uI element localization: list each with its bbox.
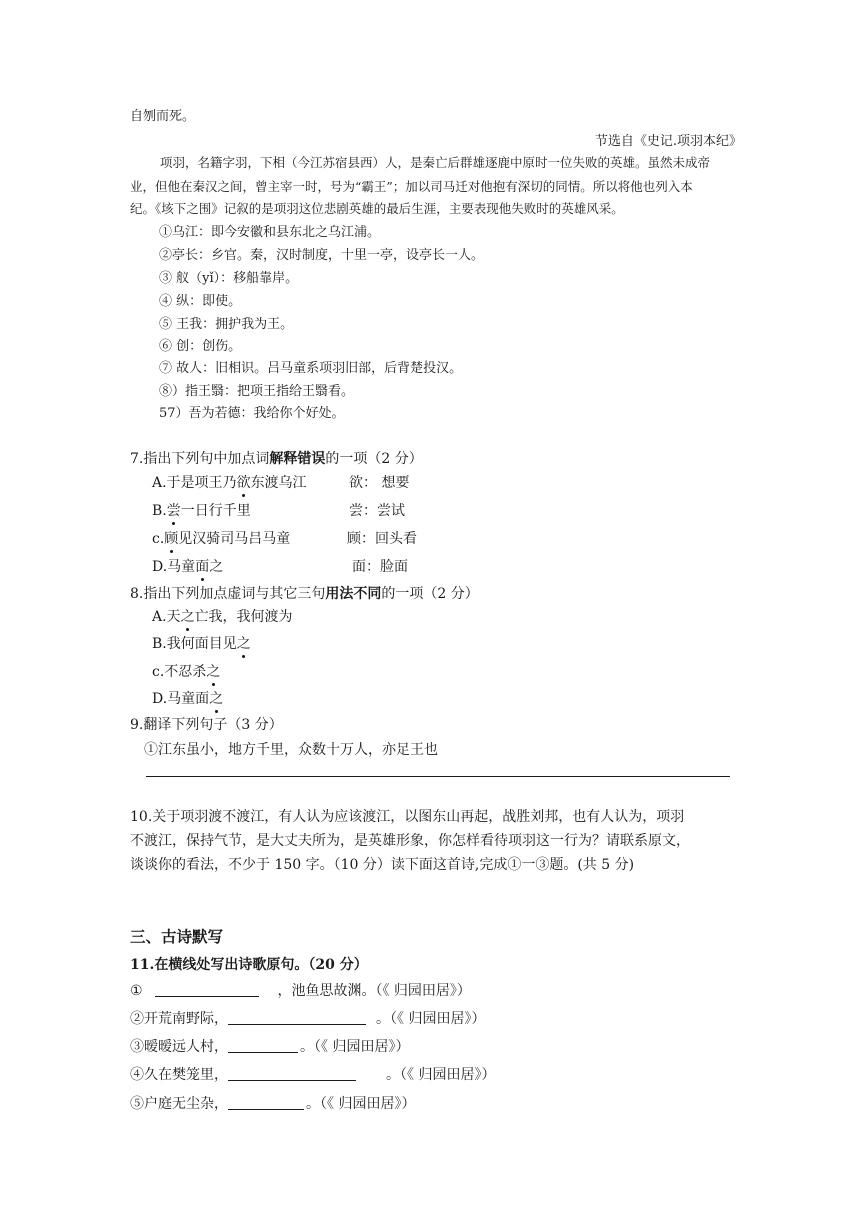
item-suffix: 。（《 归园田居》） [300, 1039, 410, 1055]
item-prefix: ④久在樊笼里， [130, 1067, 228, 1083]
note-item: ⑥ 创：创伤。 [159, 339, 242, 354]
question-7-option-d [152, 556, 223, 576]
recitation-item [130, 980, 471, 1000]
item-prefix: ⑤户庭无尘杂， [130, 1096, 228, 1112]
question-8-title [130, 583, 479, 603]
fill-blank[interactable] [228, 1095, 304, 1110]
recitation-item [130, 1064, 495, 1084]
fill-blank[interactable] [155, 982, 259, 997]
fill-blank[interactable] [228, 1010, 366, 1025]
question-8-option-a [152, 606, 293, 626]
item-prefix: ① [130, 983, 143, 999]
question-10-line-2: 不渡江，保持气节，是大丈夫所为，是英雄形象，你怎样看待项羽这一行为？请联系原文， [130, 833, 690, 849]
dotted-word: 之 [237, 633, 251, 653]
note-item: ⑧）指王翳：把项王指给王翳看。 [159, 384, 355, 399]
option-text: A.于是项王乃 [152, 475, 237, 491]
background-line-1: 项羽，名籍字羽，下相（今江苏宿县西）人，是秦亡后群雄逐鹿中原时一位失败的英雄。虽然未成帝 [160, 155, 711, 170]
note-item: ④ 纵：即使。 [159, 294, 242, 309]
item-suffix: 。（《 归园田居》） [306, 1096, 416, 1112]
background-line-3: 纪。《垓下之围》记叙的是项羽这位悲剧英雄的最后生涯，主要表现他失败时的英雄风采。 [130, 201, 624, 216]
dotted-word: 尝 [167, 500, 181, 520]
question-7-gloss-a: 欲： 想要 [349, 475, 410, 491]
section-heading: 三、古诗默写 [130, 927, 224, 946]
dotted-word: 之 [206, 661, 220, 681]
option-text: 见汉骑司马吕马童 [178, 531, 291, 547]
answer-line[interactable] [146, 776, 730, 777]
dotted-word: 顾 [164, 528, 178, 548]
question-7-title [130, 448, 423, 468]
option-text: 东渡乌江 [250, 475, 307, 491]
question-10-line-1: 10.关于项羽渡不渡江，有人认为应该渡江，以图东山再起，战胜刘邦，也有人认为，项羽 [130, 809, 685, 825]
option-text: c. [152, 531, 165, 547]
question-9-sentence: ①江东虽小，地方千里，众数十万人，亦足王也 [144, 742, 438, 758]
item-prefix: ③暧暧远人村， [130, 1039, 228, 1055]
recitation-item [130, 1093, 415, 1113]
option-text: D.马童 [152, 559, 196, 575]
item-suffix: ，池鱼思故渊。（《 归园田居》） [277, 983, 471, 999]
note-item: ⑦ 故人：旧相识。吕马童系项羽旧部，后背楚投汉。 [159, 361, 463, 376]
question-7-option-a [152, 472, 307, 492]
item-prefix: ②开荒南野际， [130, 1011, 228, 1027]
option-text: D.马童面 [152, 691, 210, 707]
fill-blank[interactable] [228, 1038, 298, 1053]
intro-tail: 自刎而死。 [130, 109, 196, 124]
option-text: B.我何面目见 [152, 636, 237, 652]
option-text: 一日行千里 [180, 503, 251, 519]
option-text: A.天 [152, 609, 181, 625]
question-7-option-c [152, 528, 290, 548]
recitation-item [130, 1036, 409, 1056]
question-7-suffix: 的一项（2 分） [325, 451, 423, 467]
item-suffix: 。（《 归园田居》） [376, 1011, 486, 1027]
question-10-line-3: 谈谈你的看法，不少于 150 字。（10 分）读下面这首诗,完成①一③题。(共 5 分) [130, 857, 635, 873]
question-7-gloss-c: 顾：回头看 [347, 531, 417, 547]
note-item: ⑤ 王我：拥护我为王。 [159, 317, 294, 332]
question-7-option-b [152, 500, 251, 520]
option-text: c.不忍杀 [152, 664, 207, 680]
note-item: ③ 舣（yǐ）：移船靠岸。 [159, 271, 299, 286]
option-text: 之 [209, 559, 224, 575]
question-7-emphasis: 解释错误 [269, 451, 326, 467]
dotted-word: 面 [195, 556, 209, 576]
question-9-title: 9.翻译下列句子（3 分） [130, 717, 283, 733]
fill-blank[interactable] [228, 1066, 356, 1081]
source-citation: 节选自《史记.项羽本纪》 [594, 134, 742, 149]
note-item: 57）吾为若德：我给你个好处。 [159, 406, 345, 421]
question-8-option-b [152, 633, 251, 653]
background-line-2: 业，但他在秦汉之间，曾主宰一时，号为“霸王”；加以司马迁对他抱有深切的同情。所以将他也列入本 [130, 179, 693, 194]
option-text: B. [152, 503, 167, 519]
question-8-option-d [152, 688, 223, 708]
note-item: ①乌江：即今安徽和县东北之乌江浦。 [159, 225, 381, 240]
recitation-item [130, 1008, 485, 1028]
question-7-gloss-d: 面：脸面 [352, 559, 408, 575]
dotted-word: 之 [181, 606, 195, 626]
question-8-suffix: 的一项（2 分） [381, 586, 479, 602]
item-suffix: 。（《 归园田居》） [386, 1067, 496, 1083]
question-7-gloss-b: 尝：尝试 [349, 503, 405, 519]
dotted-word: 之 [209, 688, 223, 708]
question-8-prefix: 8.指出下列加点虚词与其它三句 [130, 586, 326, 602]
question-8-emphasis: 用法不同 [325, 586, 382, 602]
option-text: 亡我，我何渡为 [194, 609, 293, 625]
question-8-option-c [152, 661, 220, 681]
dotted-word: 欲 [237, 472, 251, 492]
note-item: ②亭长：乡官。秦，汉时制度，十里一亭，设亭长一人。 [159, 248, 485, 263]
question-11-title: 11.在横线处写出诗歌原句。（20 分） [130, 957, 368, 973]
question-7-prefix: 7.指出下列句中加点词 [130, 451, 270, 467]
